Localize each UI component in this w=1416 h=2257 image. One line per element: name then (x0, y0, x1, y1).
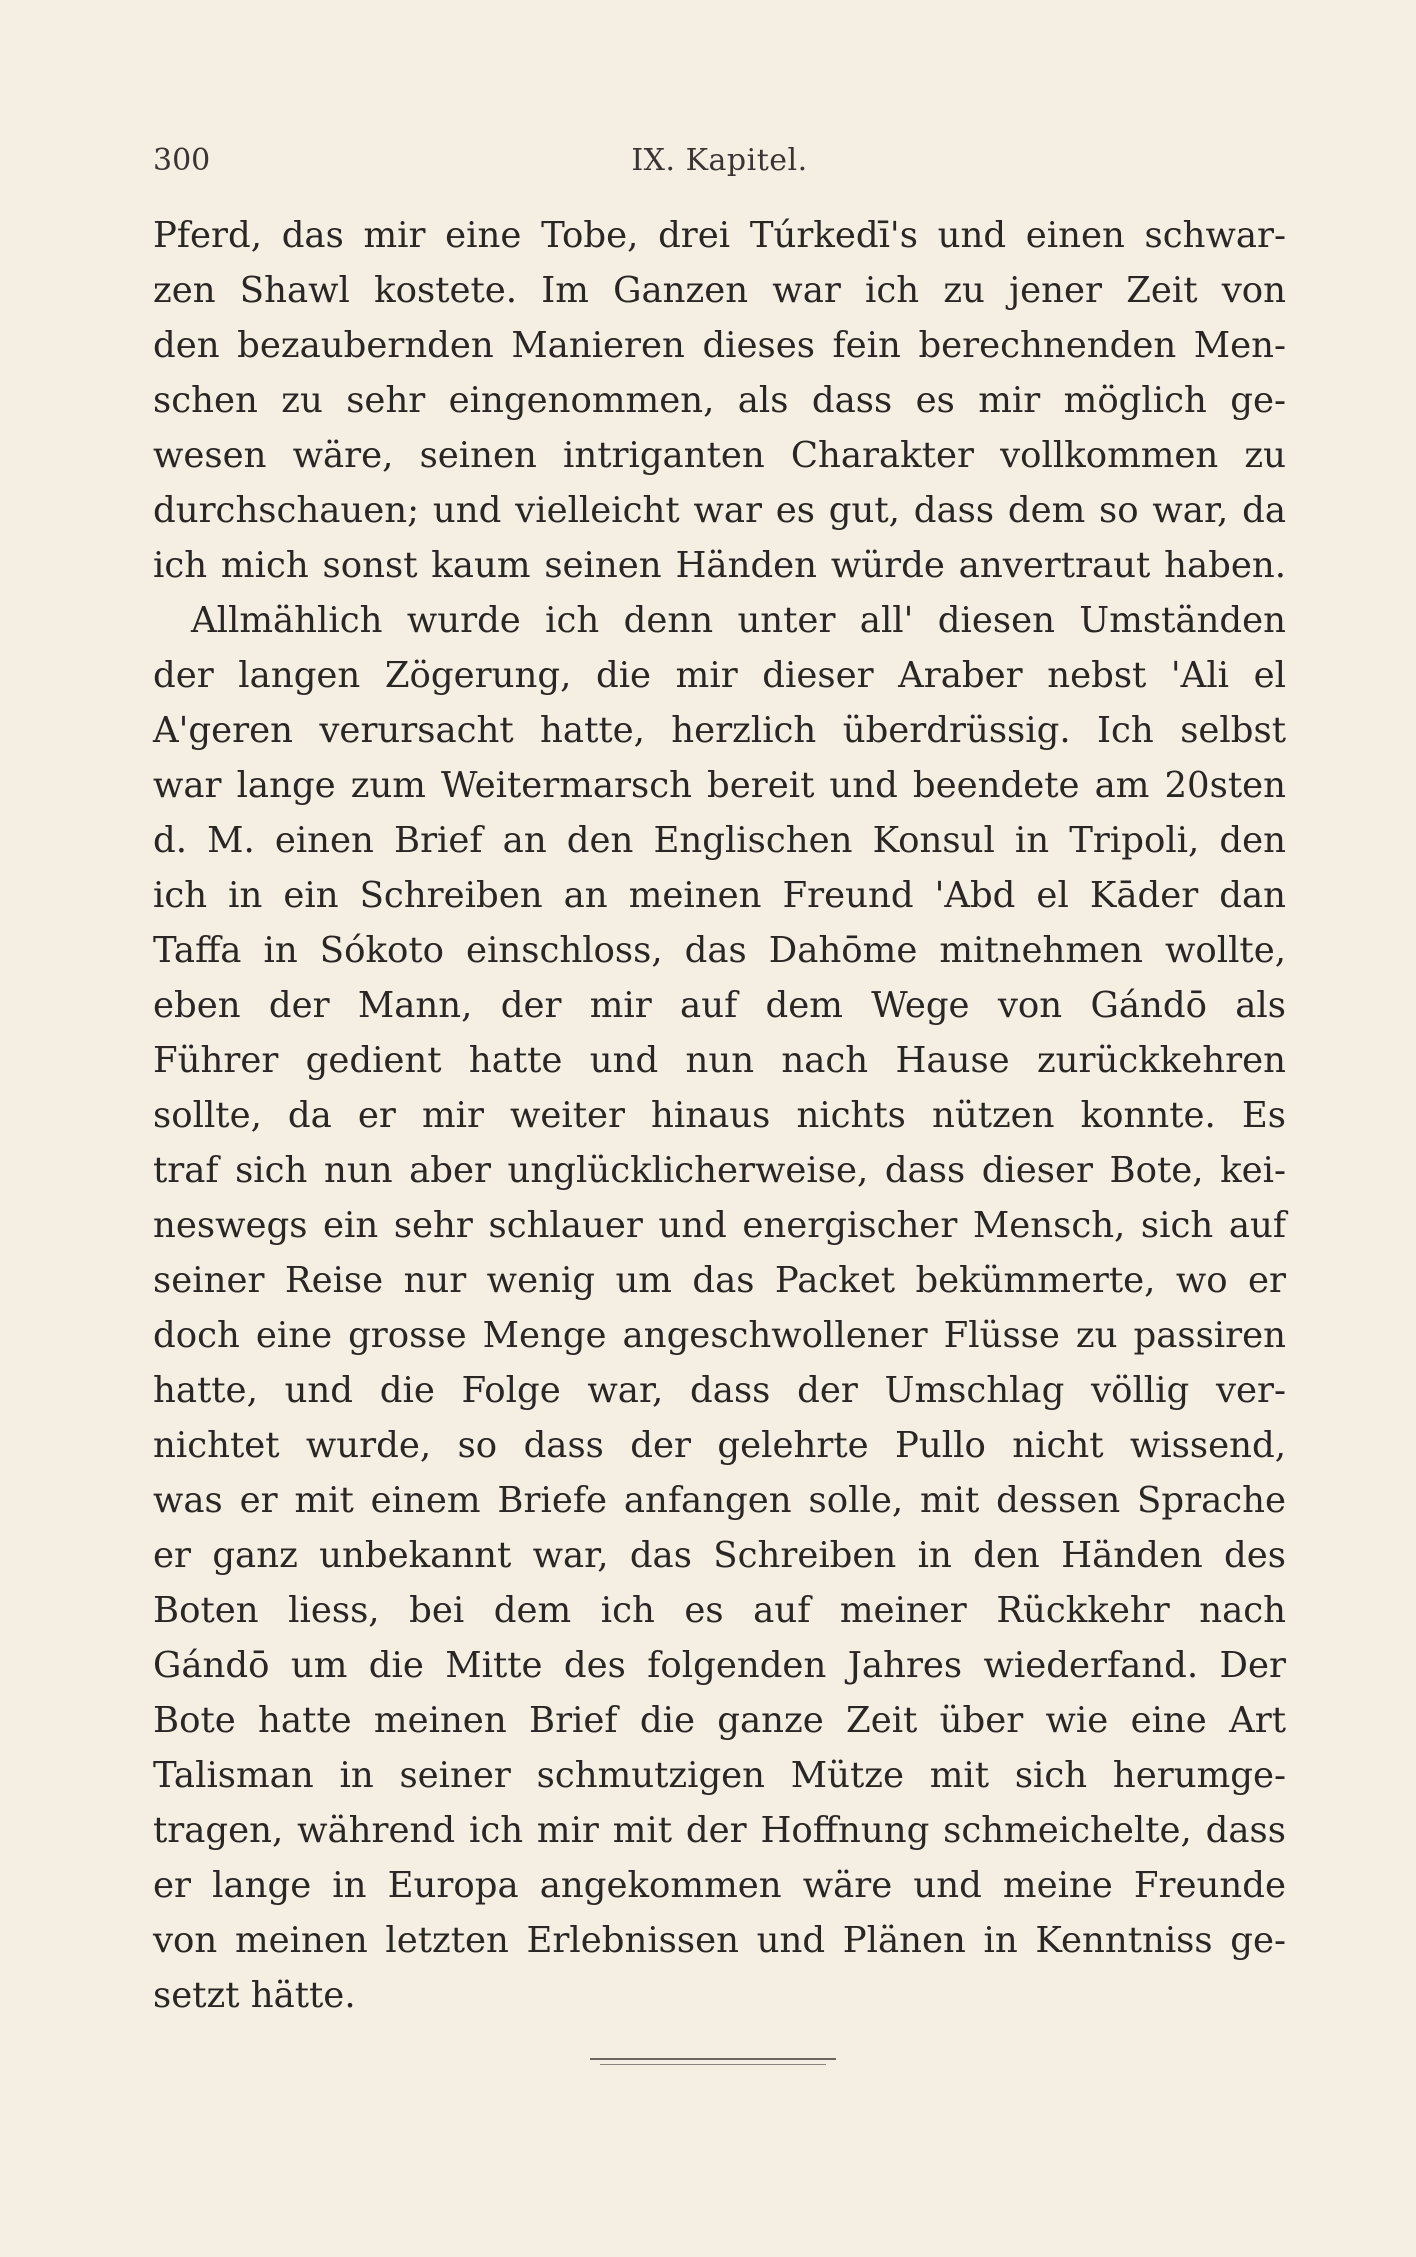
text-line: sollte, da er mir weiter hinaus nichts nützen konnte. Es (153, 1095, 1286, 1136)
text-line: er ganz unbekannt war, das Schreiben in den Händen des (153, 1535, 1286, 1576)
text-line: setzt hätte. (153, 1975, 356, 2016)
running-head: IX. Kapitel. (631, 143, 808, 178)
text-line: was er mit einem Briefe anfangen solle, mit dessen Sprache (153, 1480, 1286, 1521)
text-line: seiner Reise nur wenig um das Packet bekümmerte, wo er (153, 1260, 1286, 1301)
text-line: den bezaubernden Manieren dieses fein berechnenden Men- (153, 325, 1286, 366)
body-text (153, 208, 1286, 2023)
text-line: Gándō um die Mitte des folgenden Jahres wiederfand. Der (153, 1645, 1286, 1686)
text-line: schen zu sehr eingenommen, als dass es mir möglich ge- (153, 380, 1286, 421)
text-line: wesen wäre, seinen intriganten Charakter vollkommen zu (153, 435, 1286, 476)
text-line: tragen, während ich mir mit der Hoffnung schmeichelte, dass (153, 1810, 1286, 1851)
page-number: 300 (153, 143, 211, 178)
text-line: neswegs ein sehr schlauer und energischer Mensch, sich auf (153, 1205, 1286, 1246)
text-line: eben der Mann, der mir auf dem Wege von Gándō als (153, 985, 1286, 1026)
text-line: hatte, und die Folge war, dass der Umschlag völlig ver- (153, 1370, 1286, 1411)
text-line: der langen Zögerung, die mir dieser Araber nebst 'Ali el (153, 655, 1286, 696)
text-line: Boten liess, bei dem ich es auf meiner Rückkehr nach (153, 1590, 1286, 1631)
text-line: doch eine grosse Menge angeschwollener Flüsse zu passiren (153, 1315, 1286, 1356)
page-header (153, 136, 1286, 186)
text-line: war lange zum Weitermarsch bereit und beendete am 20sten (153, 765, 1286, 806)
text-line: ich in ein Schreiben an meinen Freund 'Abd el Kāder dan (153, 875, 1286, 916)
text-line: traf sich nun aber unglücklicherweise, dass dieser Bote, kei- (153, 1150, 1286, 1191)
text-line: zen Shawl kostete. Im Ganzen war ich zu jener Zeit von (153, 270, 1286, 311)
text-line: Taffa in Sókoto einschloss, das Dahōme mitnehmen wollte, (153, 930, 1286, 971)
text-line: er lange in Europa angekommen wäre und meine Freunde (153, 1865, 1286, 1906)
text-line: durchschauen; und vielleicht war es gut, dass dem so war, da (153, 490, 1286, 531)
text-line: Pferd, das mir eine Tobe, drei Túrkedī's und einen schwar- (153, 215, 1286, 256)
text-line: Bote hatte meinen Brief die ganze Zeit über wie eine Art (153, 1700, 1286, 1741)
text-line: nichtet wurde, so dass der gelehrte Pullo nicht wissend, (153, 1425, 1286, 1466)
text-line: Allmählich wurde ich denn unter all' diesen Umständen (191, 600, 1286, 641)
text-line: von meinen letzten Erlebnissen und Plänen in Kenntniss ge- (153, 1920, 1286, 1961)
text-line: ich mich sonst kaum seinen Händen würde anvertraut haben. (153, 545, 1286, 586)
text-line: Führer gedient hatte und nun nach Hause zurückkehren (153, 1040, 1286, 1081)
section-divider (590, 2058, 836, 2060)
text-line: Talisman in seiner schmutzigen Mütze mit sich herumge- (153, 1755, 1286, 1796)
text-line: d. M. einen Brief an den Englischen Konsul in Tripoli, den (153, 820, 1286, 861)
text-line: A'geren verursacht hatte, herzlich überdrüssig. Ich selbst (153, 710, 1286, 751)
